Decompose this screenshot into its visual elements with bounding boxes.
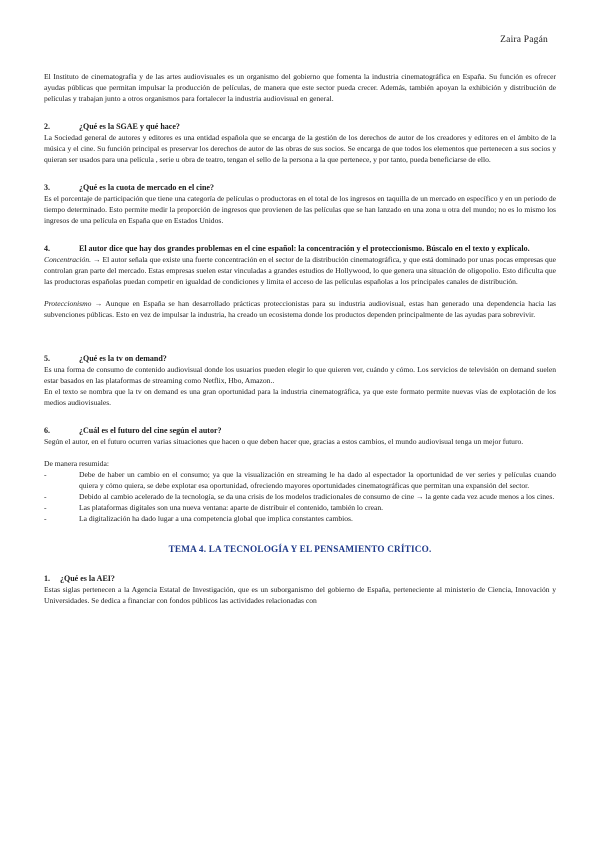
arrow-icon: →	[92, 255, 101, 264]
question-5-heading: 5. ¿Qué es la tv on demand?	[44, 354, 167, 363]
question-2-heading: 2. ¿Qué es la SGAE y qué hace?	[44, 122, 180, 131]
question-5-answer-1: Es una forma de consumo de contenido audiovisual donde los usuarios pueden elegir lo que quieren ver, cuándo y cómo. Los servicios de televisión on demand suelen estar basados en las plataformas de streaming como Netflix, Hbo, Amazon..	[44, 365, 556, 385]
author-name: Zaira Pagán	[500, 35, 548, 45]
list-item: - Las plataformas digitales son una nueva ventana: aparte de distribuir el contenido, también lo crean.	[44, 503, 384, 512]
question-2-answer: La Sociedad general de autores y editores es una entidad española que se encarga de la gestión de los derechos de autor de los creadores y editores en el ámbito de la música y el cine. Su función principal es preservar los derechos de autor de las obras de sus socios. Se encarga de que todos los elementos que pertenecen a sus socios y quieran ser usados para una película , serie u obra de teatro, tengan el sello de la persona a la que pertenece, y por tanto, pueda beneficiarse de ello.	[44, 133, 556, 164]
question-3-heading: 3. ¿Qué es la cuota de mercado en el cine?	[44, 183, 214, 192]
list-item: - Debe de haber un cambio en el consumo; ya que la visualización en streaming le ha dado al espectador la oportunidad de ver series y películas cuando quiera y cómo quiera, se debe explotar esa oportunidad, ofreciendo mayores oportunidades cinematográficas que permitan una expansión del sector.	[44, 470, 556, 490]
aei-answer: Estas siglas pertenecen a la Agencia Estatal de Investigación, que es un suborganismo del gobierno de España, perteneciente al ministerio de Ciencia, Innovación y Universidades. Se dedica a financiar con fondos públicos las actividades relacionadas con	[44, 585, 556, 605]
list-item: - Debido al cambio acelerado de la tecnología, se da una crisis de los modelos tradicionales de consumo de cine → la gente cada vez acude menos a los cines.	[44, 492, 555, 501]
arrow-icon: →	[94, 299, 103, 308]
document-body	[44, 71, 556, 606]
question-4-proteccionismo: Proteccionismo → Aunque en España se han desarrollado prácticas proteccionistas para su industria audiovisual, estas han generado una dependencia hacia las subvenciones públicas. Esto en vez de impulsar la industria, ha creado un ecosistema donde los productos dependen principalmente de las ayudas para sobrevivir.	[44, 299, 556, 319]
question-3-answer: Es el porcentaje de participación que tiene una categoría de películas o productoras en el total de los ingresos en taquilla de un mercado en específico y en un periodo de tiempo determinado. Esto permite medir la proporción de ingresos que provienen de las películas que se han lanzado en una zona u otra del mundo; no es lo mismo los ingresos de una película en España que en Estados Unidos.	[44, 194, 556, 225]
summary-list	[44, 469, 556, 524]
summary-label: De manera resumida:	[44, 459, 109, 468]
term-concentracion: Concentración.	[44, 255, 92, 264]
aei-question-heading: 1. ¿Qué es la AEI?	[44, 574, 115, 583]
term-proteccionismo: Proteccionismo	[44, 299, 92, 308]
question-6-answer: Según el autor, en el futuro ocurren varias situaciones que hacen o que deben hacer que, gracias a estos cambios, el mundo audiovisual tenga un mejor futuro.	[44, 437, 524, 446]
question-5-answer-2: En el texto se nombra que la tv on demand es una gran oportunidad para la industria cinematográfica, ya que este formato permite nuevas vías de explotación de los medios audiovisuales.	[44, 387, 556, 407]
list-item: - La digitalización ha dado lugar a una competencia global que implica constantes cambios.	[44, 514, 353, 523]
intro-paragraph: El Instituto de cinematografía y de las artes audiovisuales es un organismo del gobierno que fomenta la industria cinematográfica en España. Su función es ofrecer ayudas públicas que permitan impulsar la producción de películas, de manera que este sector pueda crecer. Además, también apoyan la exhibición y distribución de películas y trabajan junto a otros organismos para fortalecer la industria audiovisual en general.	[44, 72, 556, 103]
section-title: TEMA 4. LA TECNOLOGÍA Y EL PENSAMIENTO CRÍTICO.	[168, 544, 432, 554]
question-4-concentracion: Concentración. → El autor señala que existe una fuerte concentración en el sector de la distribución cinematográfica, y que está dominado por unas pocas empresas que controlan gran parte del mercado. Estas empresas suelen estar vinculadas a grandes estudios de Hollywood, lo que genera una situación de oligopolio. Esto dificulta que las productoras españolas puedan competir en igualdad de condiciones y limita el acceso de las películas españolas a los principales canales de distribución.	[44, 255, 557, 286]
question-4-heading: 4. El autor dice que hay dos grandes problemas en el cine español: la concentración y el proteccionismo. Búscalo en el texto y explícalo.	[44, 244, 530, 253]
question-6-heading: 6. ¿Cuál es el futuro del cine según el autor?	[44, 426, 222, 435]
